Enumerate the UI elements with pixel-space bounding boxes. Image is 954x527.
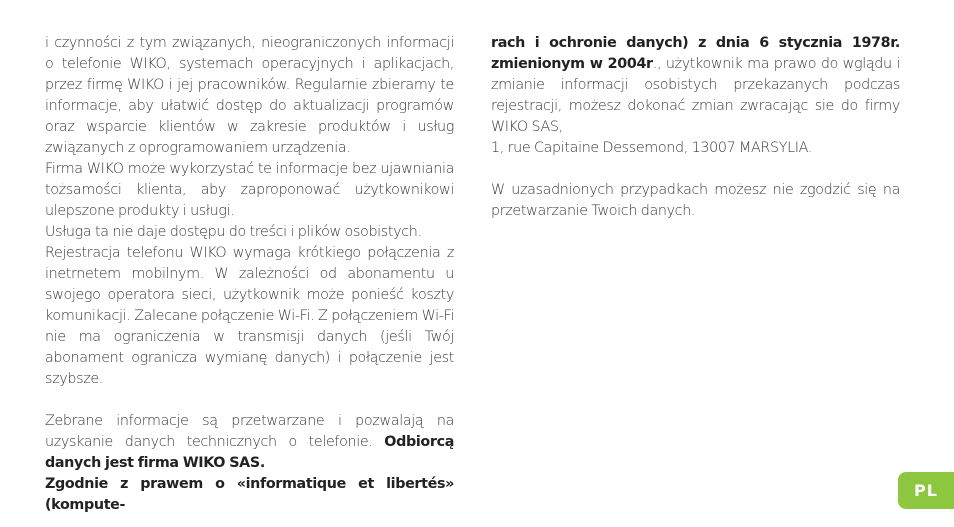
right-column — [491, 33, 900, 222]
recipient-bold-text: Odbiorcą danych jest firma WIKO SAS. — [45, 434, 454, 471]
paragraph-objection: W uzasadnionych przypadkach możesz nie zgodzić się na przetwarzanie Twoich danych. — [491, 182, 900, 219]
law-bold-text: rach i ochronie danych) z dnia 6 stycznia 1978r. zmienionym w 2004r — [491, 35, 900, 72]
paragraph-law-start: Zgodnie z prawem o «informatique et libertés» (kompute- — [45, 476, 454, 513]
left-column — [45, 33, 454, 516]
paragraph-data-usage: Firma WIKO może wykorzystać te informacje bez ujawniania tożsamości klienta, aby zaproponować użytkownikowi ulepszone produkty i usługi. — [45, 161, 454, 219]
paragraph-gap — [491, 159, 900, 180]
paragraph-law-continued — [491, 33, 900, 138]
language-tab — [898, 472, 954, 509]
language-tab-label: PL — [914, 481, 938, 500]
paragraph-registration: Rejestracja telefonu WIKO wymaga krótkiego połączenia z inetrnetem mobilnym. W zależności od abonamentu u swojego operatora sieci, użytkownik może ponieść koszty komunikacji. Zalecane połączenie Wi-Fi. Z połączeniem Wi-Fi nie ma ograniczenia w transmisji danych (jeśli Twój abonament ogranicza wymianę danych) i połączenie jest szybsze. — [45, 245, 454, 387]
paragraph-no-access: Usługa ta nie daje dostępu do treści i plików osobistych. — [45, 224, 422, 240]
paragraph-recipient — [45, 411, 454, 474]
paragraph-address: 1, rue Capitaine Dessemond, 13007 MARSYLIA. — [491, 140, 812, 156]
paragraph-gap — [45, 390, 454, 411]
recipient-text: Zebrane informacje są przetwarzane i pozwalają na uzyskanie danych technicznych o telefonie. — [45, 413, 454, 450]
law-rights-text: ., użytkownik ma prawo do wglądu i zmianie informacji osobistych przekazanych podczas rejestracji, możesz dokonać zmian zwracając sie do firmy WIKO SAS, — [491, 56, 900, 135]
paragraph-data-collection: i czynności z tym związanych, nieograniczonych informacji o telefonie WIKO, systemach operacyjnych i aplikacjach, przez firmę WIKO i jej pracowników. Regularnie zbieramy te informacje, aby ułatwić dostęp do aktualizacji programów oraz wsparcie klientów w zakresie produktów i usług związanych z oprogramowaniem urządzenia. — [45, 35, 454, 156]
